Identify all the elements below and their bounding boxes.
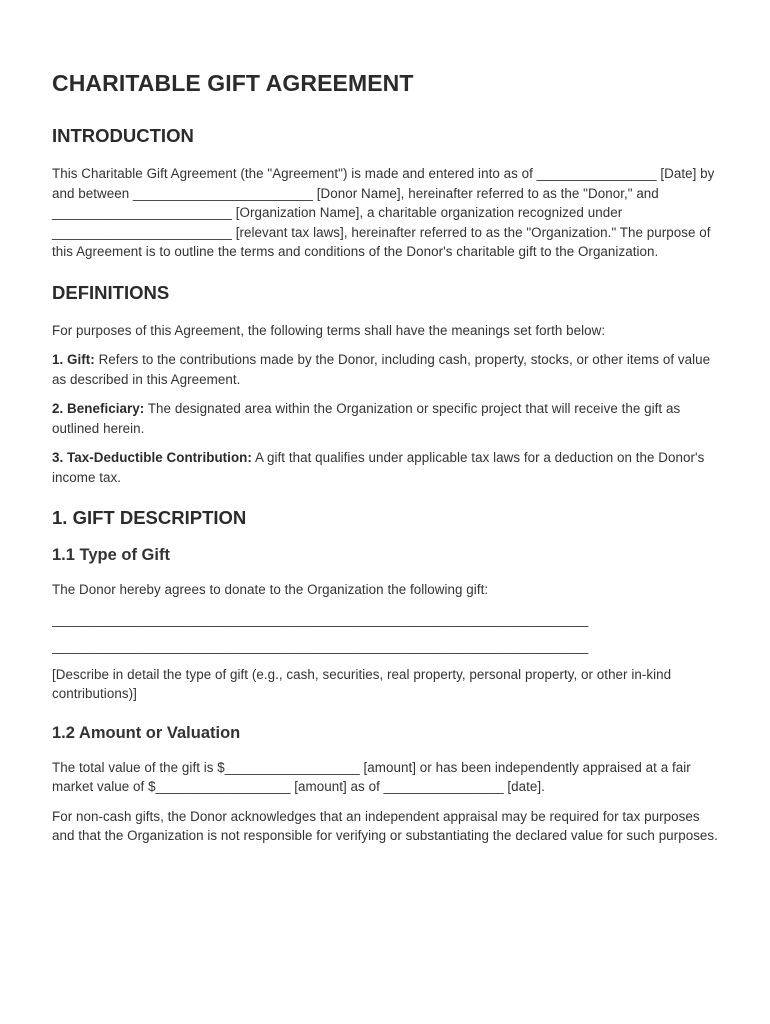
amount-heading: 1.2 Amount or Valuation: [52, 723, 241, 742]
definition-text: A gift that qualifies under applicable tax laws for a deduction on the Donor's income tax.: [52, 450, 705, 485]
introduction-heading: INTRODUCTION: [52, 125, 194, 146]
definitions-intro: For purposes of this Agreement, the following terms shall have the meanings set forth below:: [52, 322, 606, 338]
introduction-paragraph: This Charitable Gift Agreement (the "Agreement") is made and entered into as of ________________ [Date] by and between ________________________ [Donor Name], hereinafter referred to as the "Donor," and ________________________ [Organization Name], a charitable organization recognized under ________________________ [relevant tax laws], hereinafter referred to as the "Organization." The purpose of this Agreement is to outline the terms and conditions of the Donor's charitable gift to the Organization.: [52, 166, 715, 259]
definition-term: 2. Beneficiary:: [52, 401, 145, 416]
definition-term: 3. Tax-Deductible Contribution:: [52, 450, 252, 465]
gift-description-heading: 1. GIFT DESCRIPTION: [52, 507, 247, 528]
definition-item-tax-deductible: [52, 448, 718, 487]
type-of-gift-heading: 1.1 Type of Gift: [52, 546, 170, 564]
amount-paragraph: The total value of the gift is $__________________ [amount] or has been independently appraised at a fair market value of $__________________ [amount] as of ________________ [date].: [52, 759, 691, 794]
definition-item-beneficiary: [52, 399, 718, 438]
definitions-heading: DEFINITIONS: [52, 281, 170, 303]
definition-item-gift: [52, 350, 718, 389]
definition-term: 1. Gift:: [52, 352, 95, 367]
document-title: CHARITABLE GIFT AGREEMENT: [52, 70, 414, 96]
gift-blank-line: ________________________________________________________________________: [52, 611, 589, 627]
type-of-gift-intro: The Donor hereby agrees to donate to the Organization the following gift:: [52, 582, 489, 597]
gift-blank-line: ________________________________________________________________________: [52, 639, 589, 654]
type-of-gift-instruction: [Describe in detail the type of gift (e.g., cash, securities, real property, personal property, or other in-kind contributions)]: [52, 666, 672, 701]
non-cash-paragraph: For non-cash gifts, the Donor acknowledges that an independent appraisal may be required for tax purposes and that the Organization is not responsible for verifying or substantiating the declared value for such purposes.: [52, 808, 718, 843]
definition-text: The designated area within the Organization or specific project that will receive the gift as outlined herein.: [52, 401, 681, 436]
definition-text: Refers to the contributions made by the Donor, including cash, property, stocks, or other items of value as described in this Agreement.: [52, 352, 711, 387]
